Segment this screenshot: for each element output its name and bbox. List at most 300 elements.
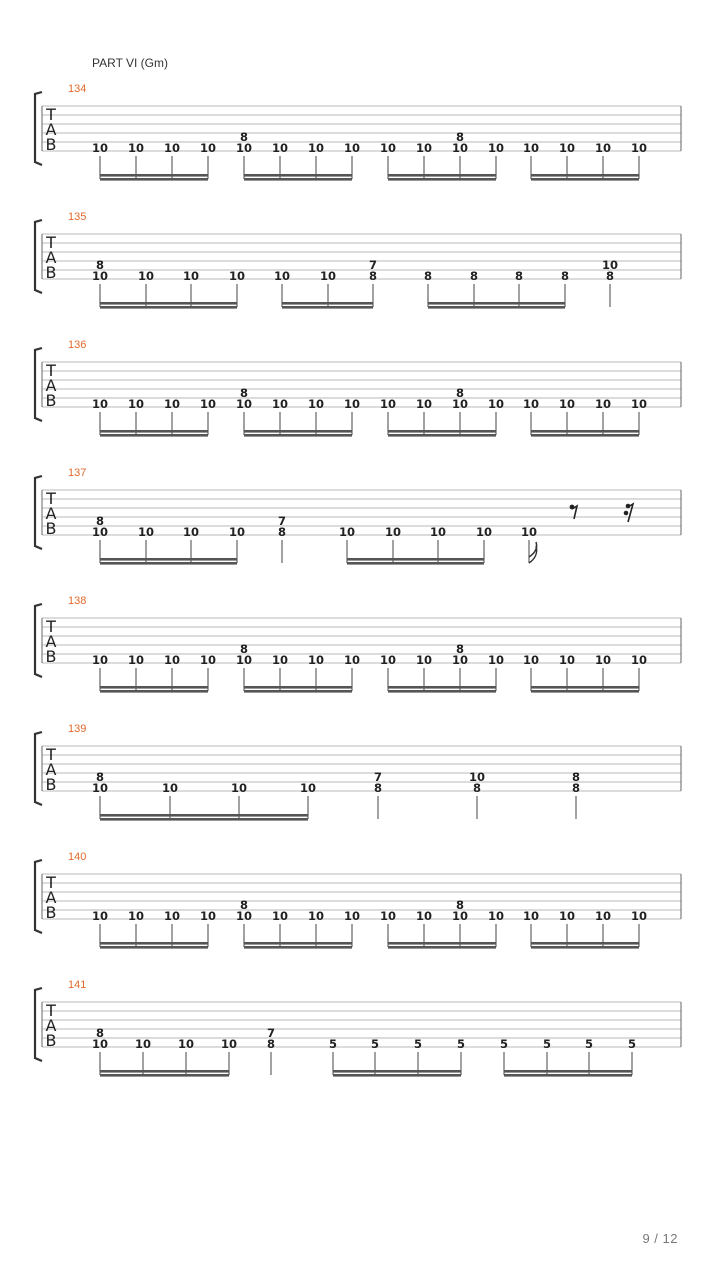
beam	[100, 1074, 229, 1077]
fret-number: 8	[455, 898, 465, 912]
beam	[347, 562, 484, 565]
note-event	[229, 269, 245, 307]
fret-number: 10	[235, 141, 253, 155]
note-event	[430, 525, 446, 563]
note-event	[164, 141, 180, 179]
tab-system	[35, 92, 681, 181]
beam	[100, 558, 237, 561]
fret-number: 8	[455, 386, 465, 400]
fret-number: 10	[228, 269, 246, 283]
fret-number: 10	[558, 397, 576, 411]
note-event	[631, 397, 647, 435]
fret-number: 10	[220, 1037, 238, 1051]
fret-number: 5	[370, 1037, 380, 1051]
tab-system	[35, 988, 681, 1077]
fret-number: 10	[127, 141, 145, 155]
note-event	[380, 909, 396, 947]
beam	[504, 1074, 632, 1077]
note-event	[416, 653, 432, 691]
tab-clef-letter: B	[45, 1031, 57, 1050]
note-event	[457, 1037, 465, 1075]
note-event	[162, 781, 178, 819]
note-event	[561, 269, 569, 307]
fret-number: 10	[343, 141, 361, 155]
beam	[100, 178, 208, 181]
fret-number: 10	[163, 141, 181, 155]
note-event	[521, 525, 537, 563]
fret-number: 10	[307, 909, 325, 923]
beam	[531, 690, 639, 693]
fret-number: 5	[413, 1037, 423, 1051]
note-event	[92, 514, 108, 563]
beam	[244, 690, 352, 693]
fret-number: 10	[343, 909, 361, 923]
fret-number: 10	[558, 141, 576, 155]
fret-number: 10	[182, 269, 200, 283]
tab-clef-letter: T	[46, 745, 56, 764]
fret-number: 10	[379, 141, 397, 155]
fret-number: 10	[177, 1037, 195, 1051]
measure-number: 136	[68, 339, 87, 351]
fret-number: 10	[343, 653, 361, 667]
beam	[531, 178, 639, 181]
fret-number: 10	[199, 909, 217, 923]
fret-number: 10	[520, 525, 538, 539]
note-event	[488, 653, 504, 691]
beam	[388, 690, 496, 693]
beam	[504, 1070, 632, 1073]
fret-number: 10	[230, 781, 248, 795]
note-event	[469, 770, 485, 819]
note-event	[628, 1037, 636, 1075]
measure-number: 137	[68, 467, 87, 479]
tab-clef-letter: A	[45, 376, 57, 395]
note-event	[178, 1037, 194, 1075]
note-event	[523, 397, 539, 435]
note-event	[92, 909, 108, 947]
note-event	[339, 525, 355, 563]
tab-clef-letter: B	[45, 775, 57, 794]
note-event	[92, 653, 108, 691]
note-event	[452, 642, 468, 691]
note-event	[371, 1037, 379, 1075]
fret-number: 8	[455, 642, 465, 656]
tab-clef-letter: T	[46, 233, 56, 252]
beam	[100, 302, 237, 305]
sixteenth-rest	[624, 504, 633, 522]
note-event	[200, 141, 216, 179]
note-event	[200, 909, 216, 947]
fret-number: 10	[307, 397, 325, 411]
fret-number: 10	[271, 141, 289, 155]
note-event	[164, 909, 180, 947]
fret-number: 8	[472, 781, 482, 795]
tab-clef-letter: B	[45, 519, 57, 538]
note-event	[500, 1037, 508, 1075]
fret-number: 8	[95, 1026, 105, 1040]
fret-number: 10	[163, 653, 181, 667]
fret-number: 10	[630, 909, 648, 923]
note-event	[236, 130, 252, 179]
fret-number: 10	[199, 653, 217, 667]
fret-number: 8	[368, 269, 378, 283]
note-event	[128, 141, 144, 179]
system-bracket	[35, 348, 42, 421]
note-event	[272, 653, 288, 691]
note-event	[424, 269, 432, 307]
fret-number: 8	[239, 898, 249, 912]
beam	[100, 430, 208, 433]
note-event	[585, 1037, 593, 1075]
note-event	[92, 141, 108, 179]
beam	[100, 1070, 229, 1073]
fret-number: 10	[91, 397, 109, 411]
note-event	[631, 141, 647, 179]
fret-number: 10	[91, 781, 109, 795]
note-event	[595, 909, 611, 947]
note-event	[229, 525, 245, 563]
fret-number: 10	[228, 525, 246, 539]
fret-number: 10	[522, 653, 540, 667]
fret-number: 10	[91, 525, 109, 539]
beam	[100, 942, 208, 945]
note-event	[452, 898, 468, 947]
beam	[388, 686, 496, 689]
fret-number: 10	[594, 909, 612, 923]
fret-number: 10	[558, 909, 576, 923]
note-event	[374, 770, 382, 819]
note-event	[272, 141, 288, 179]
beam	[428, 306, 565, 309]
beam	[388, 942, 496, 945]
fret-number: 10	[487, 909, 505, 923]
note-event	[308, 653, 324, 691]
note-event	[183, 525, 199, 563]
note-event	[595, 653, 611, 691]
beam	[244, 942, 352, 945]
fret-number: 10	[271, 397, 289, 411]
fret-number: 10	[415, 141, 433, 155]
system-bracket	[35, 732, 42, 805]
note-event	[272, 909, 288, 947]
beam	[244, 686, 352, 689]
fret-number: 10	[271, 909, 289, 923]
tab-clef-letter: A	[45, 120, 57, 139]
fret-number: 10	[137, 525, 155, 539]
note-event	[559, 909, 575, 947]
beam	[100, 562, 237, 565]
fret-number: 10	[307, 141, 325, 155]
fret-number: 10	[299, 781, 317, 795]
fret-number: 10	[429, 525, 447, 539]
note-event	[236, 386, 252, 435]
fret-number: 5	[584, 1037, 594, 1051]
fret-number: 7	[277, 514, 287, 528]
note-event	[300, 781, 316, 819]
fret-number: 8	[373, 781, 383, 795]
fret-number: 5	[627, 1037, 637, 1051]
note-event	[308, 909, 324, 947]
system-bracket	[35, 220, 42, 293]
fret-number: 10	[182, 525, 200, 539]
fret-number: 10	[468, 770, 486, 784]
fret-number: 10	[475, 525, 493, 539]
fret-number: 10	[630, 653, 648, 667]
fret-number: 10	[379, 909, 397, 923]
fret-number: 10	[319, 269, 337, 283]
fret-number: 10	[487, 141, 505, 155]
note-event	[515, 269, 523, 307]
tab-clef-letter: B	[45, 647, 57, 666]
note-event	[559, 141, 575, 179]
fret-number: 10	[594, 141, 612, 155]
system-bracket	[35, 476, 42, 549]
note-event	[128, 397, 144, 435]
beam	[100, 690, 208, 693]
note-event	[138, 525, 154, 563]
tab-clef-letter: T	[46, 1001, 56, 1020]
beam	[531, 434, 639, 437]
note-event	[452, 130, 468, 179]
note-event	[523, 141, 539, 179]
section-title: PART VI (Gm)	[92, 56, 169, 70]
beam	[100, 434, 208, 437]
note-event	[320, 269, 336, 307]
fret-number: 8	[571, 781, 581, 795]
note-event	[488, 141, 504, 179]
fret-number: 10	[91, 1037, 109, 1051]
beam	[388, 946, 496, 949]
note-event	[329, 1037, 337, 1075]
tab-clef-letter: A	[45, 760, 57, 779]
fret-number: 5	[499, 1037, 509, 1051]
tab-clef-letter: A	[45, 632, 57, 651]
tab-clef-letter: T	[46, 873, 56, 892]
fret-number: 8	[239, 642, 249, 656]
note-event	[138, 269, 154, 307]
beam	[100, 686, 208, 689]
fret-number: 10	[199, 397, 217, 411]
measure-number: 134	[68, 83, 87, 95]
note-event	[543, 1037, 551, 1075]
system-bracket	[35, 988, 42, 1061]
fret-number: 8	[95, 258, 105, 272]
tab-clef-letter: T	[46, 105, 56, 124]
fret-number: 10	[235, 653, 253, 667]
fret-number: 10	[522, 397, 540, 411]
tab-system	[35, 604, 681, 693]
measure-number: 138	[68, 595, 87, 607]
note-event	[416, 909, 432, 947]
note-event	[470, 269, 478, 307]
fret-number: 10	[522, 141, 540, 155]
fret-number: 8	[469, 269, 479, 283]
fret-number: 10	[127, 653, 145, 667]
note-event	[476, 525, 492, 563]
note-event	[267, 1026, 275, 1075]
note-event	[344, 909, 360, 947]
tab-system	[35, 220, 681, 309]
fret-number: 10	[271, 653, 289, 667]
fret-number: 10	[91, 909, 109, 923]
note-event	[128, 653, 144, 691]
fret-number: 8	[95, 514, 105, 528]
fret-number: 10	[127, 909, 145, 923]
fret-number: 10	[235, 397, 253, 411]
fret-number: 8	[239, 130, 249, 144]
tab-clef-letter: A	[45, 1016, 57, 1035]
beam	[388, 430, 496, 433]
tab-clef-letter: T	[46, 489, 56, 508]
fret-number: 10	[134, 1037, 152, 1051]
fret-number: 10	[161, 781, 179, 795]
note-event	[274, 269, 290, 307]
note-event	[595, 397, 611, 435]
note-event	[452, 386, 468, 435]
fret-number: 10	[451, 141, 469, 155]
beam	[531, 686, 639, 689]
note-event	[272, 397, 288, 435]
beam	[244, 178, 352, 181]
fret-number: 10	[91, 141, 109, 155]
measure-number: 139	[68, 723, 87, 735]
beam	[531, 430, 639, 433]
beam	[333, 1070, 461, 1073]
fret-number: 10	[91, 269, 109, 283]
tab-clef-letter: B	[45, 263, 57, 282]
fret-number: 10	[199, 141, 217, 155]
fret-number: 10	[163, 397, 181, 411]
fret-number: 8	[514, 269, 524, 283]
beam	[244, 174, 352, 177]
measure-number: 141	[68, 979, 87, 991]
fret-number: 5	[328, 1037, 338, 1051]
fret-number: 10	[558, 653, 576, 667]
measure-number: 135	[68, 211, 87, 223]
note-event	[380, 141, 396, 179]
fret-number: 10	[415, 397, 433, 411]
fret-number: 8	[239, 386, 249, 400]
beam	[244, 430, 352, 433]
note-event	[200, 653, 216, 691]
note-event	[380, 397, 396, 435]
note-event	[572, 770, 580, 819]
fret-number: 10	[594, 653, 612, 667]
page-number: 9 / 12	[642, 1231, 678, 1246]
tab-clef-letter: A	[45, 248, 57, 267]
beam	[531, 174, 639, 177]
note-event	[631, 909, 647, 947]
tab-clef-letter: B	[45, 903, 57, 922]
note-event	[92, 770, 108, 819]
tab-system	[35, 860, 681, 949]
fret-number: 10	[594, 397, 612, 411]
fret-number: 10	[163, 909, 181, 923]
fret-number: 8	[266, 1037, 276, 1051]
fret-number: 8	[455, 130, 465, 144]
fret-number: 10	[630, 397, 648, 411]
beam	[282, 306, 373, 309]
tab-clef-letter: B	[45, 391, 57, 410]
system-bracket	[35, 860, 42, 933]
note-event	[200, 397, 216, 435]
beam	[244, 946, 352, 949]
system-bracket	[35, 604, 42, 677]
note-event	[380, 653, 396, 691]
tab-clef-letter: T	[46, 361, 56, 380]
fret-number: 10	[451, 653, 469, 667]
beam	[282, 302, 373, 305]
fret-number: 10	[343, 397, 361, 411]
note-event	[164, 653, 180, 691]
note-event	[488, 397, 504, 435]
fret-number: 10	[415, 909, 433, 923]
measure-number: 140	[68, 851, 87, 863]
beam	[347, 558, 484, 561]
fret-number: 10	[630, 141, 648, 155]
fret-number: 10	[415, 653, 433, 667]
note-event	[278, 514, 286, 563]
tab-system	[35, 348, 681, 437]
beam	[100, 814, 308, 817]
note-event	[135, 1037, 151, 1075]
note-event	[231, 781, 247, 819]
tab-clef-letter: A	[45, 888, 57, 907]
note-event	[92, 397, 108, 435]
beam	[388, 434, 496, 437]
note-event	[128, 909, 144, 947]
tab-system	[35, 732, 681, 821]
fret-number: 10	[379, 653, 397, 667]
fret-number: 10	[273, 269, 291, 283]
fret-number: 7	[266, 1026, 276, 1040]
beam	[100, 818, 308, 821]
beam	[531, 946, 639, 949]
note-event	[416, 141, 432, 179]
beam	[244, 434, 352, 437]
note-event	[602, 258, 618, 307]
note-event	[523, 909, 539, 947]
fret-number: 8	[560, 269, 570, 283]
tab-system	[35, 476, 681, 565]
note-event	[369, 258, 377, 307]
fret-number: 10	[338, 525, 356, 539]
fret-number: 10	[384, 525, 402, 539]
note-event	[559, 653, 575, 691]
note-event	[344, 397, 360, 435]
fret-number: 5	[542, 1037, 552, 1051]
fret-number: 10	[601, 258, 619, 272]
beam	[428, 302, 565, 305]
note-event	[595, 141, 611, 179]
note-event	[92, 258, 108, 307]
note-event	[183, 269, 199, 307]
note-event	[523, 653, 539, 691]
fret-number: 10	[379, 397, 397, 411]
beam	[333, 1074, 461, 1077]
tab-clef-letter: B	[45, 135, 57, 154]
fret-number: 10	[451, 909, 469, 923]
note-event	[164, 397, 180, 435]
beam	[100, 946, 208, 949]
note-event	[92, 1026, 108, 1075]
fret-number: 10	[487, 397, 505, 411]
fret-number: 7	[373, 770, 383, 784]
fret-number: 10	[522, 909, 540, 923]
fret-number: 10	[307, 653, 325, 667]
note-event	[631, 653, 647, 691]
note-event	[414, 1037, 422, 1075]
